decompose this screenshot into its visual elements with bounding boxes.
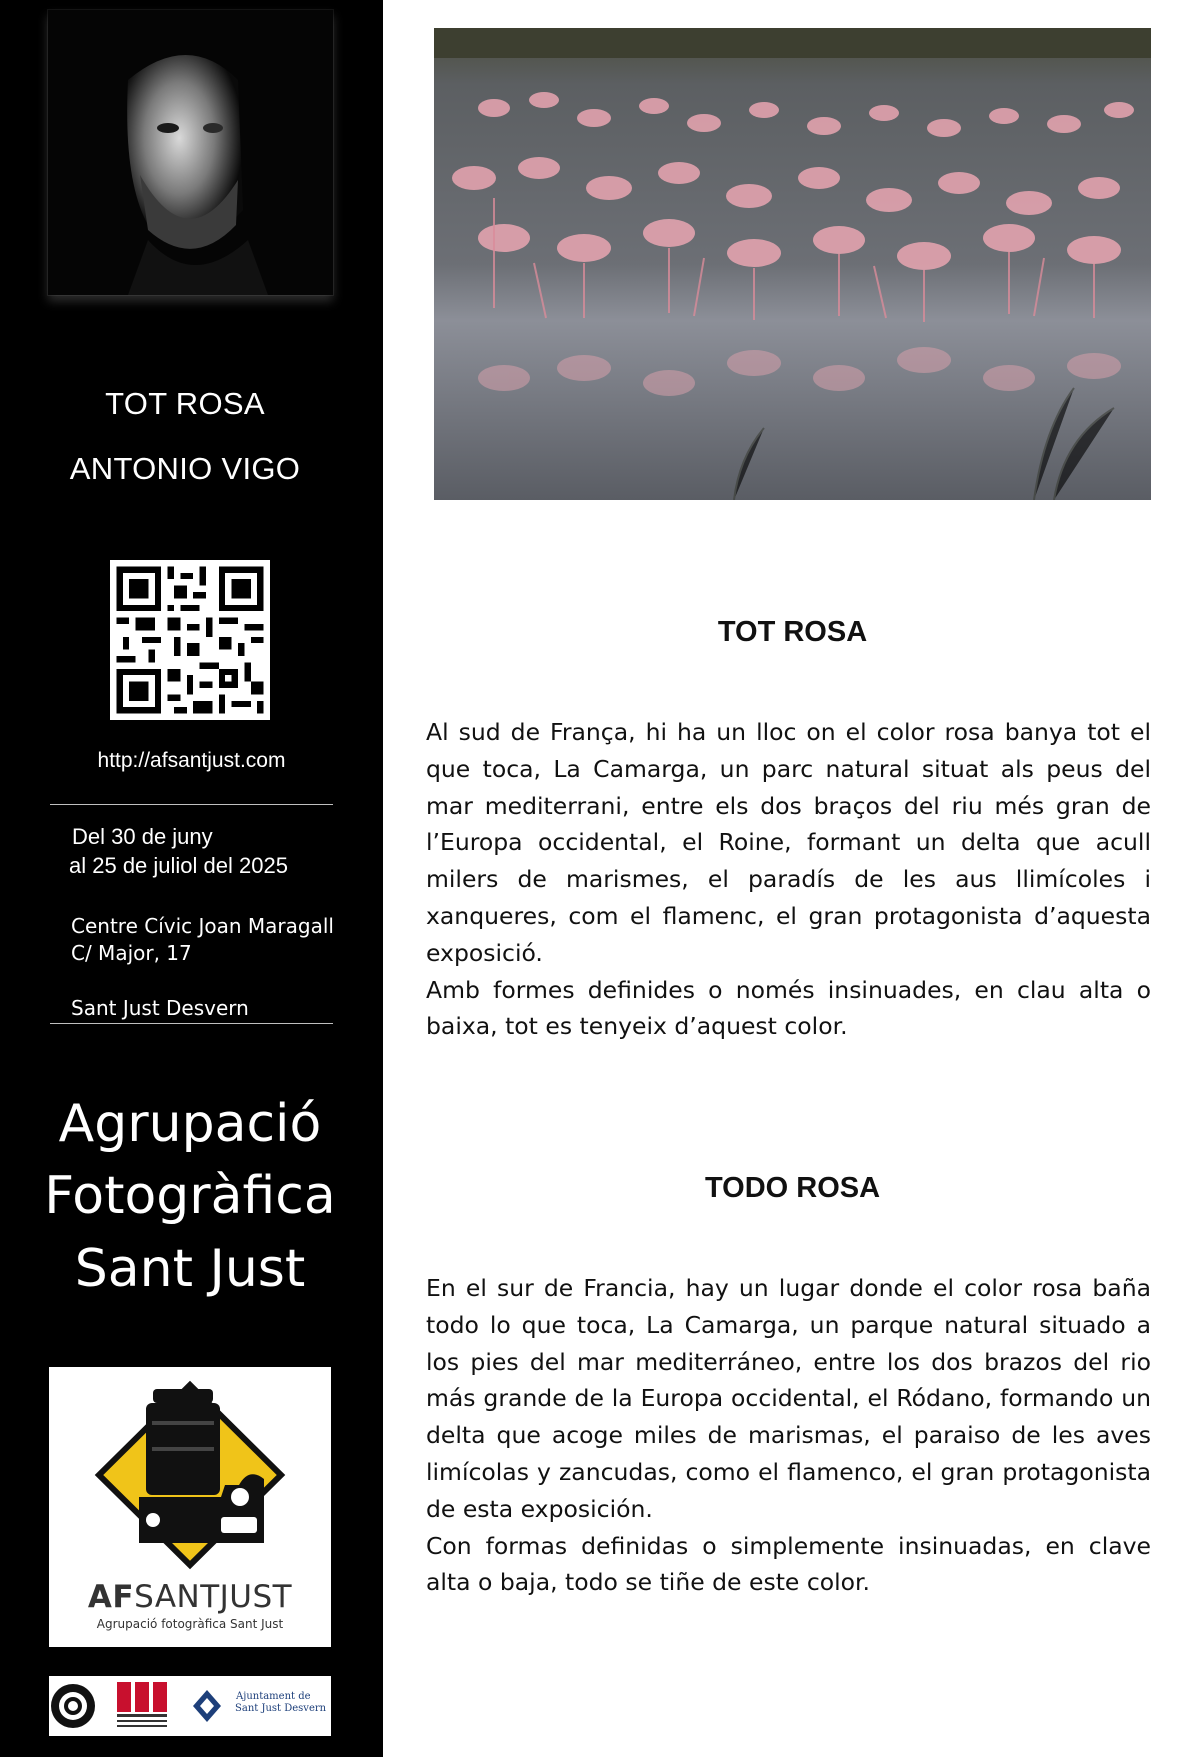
dates-line-1: Del 30 de juny (72, 824, 213, 849)
dates-line-2: al 25 de juliol del 2025 (69, 853, 288, 878)
club-name-line-1: Agrupació (58, 1094, 322, 1154)
divider (50, 1023, 333, 1024)
club-name-line-3: Sant Just (74, 1239, 306, 1299)
divider (50, 804, 333, 805)
author-portrait-image (48, 10, 333, 295)
logo-tagline: Agrupació fotogràfica Sant Just (96, 1617, 284, 1631)
qr-code-icon[interactable] (110, 560, 270, 720)
flamingo-photo-image (434, 28, 1151, 500)
ajuntament-label-1: Ajuntament de (236, 1691, 311, 1702)
camera-diamond-icon (49, 1367, 331, 1577)
ajuntament-label-2: Sant Just Desvern (235, 1703, 327, 1714)
website-link[interactable]: http://afsantjust.com (97, 749, 286, 772)
catalan-text (426, 714, 1151, 1045)
spanish-paragraph: Con formas definidas o simplemente insinuadas, en clave alta o baja, todo se tiñe de este color. (426, 1531, 1151, 1597)
spanish-paragraph: En el sur de Francia, hay un lugar donde el color rosa baña todo lo que toca, La Camarga, un parque natural situado a los pies del mar mediterráneo, entre los dos brazos del rio más grande de la Europa occidental, el Ródano, formando un delta que acoge miles de marismas, el paraiso de les aves limícolas y zancudas, como el flamenco, el gran protagonista de esta exposición. (426, 1274, 1151, 1523)
sidebar (0, 0, 383, 1757)
catalan-paragraph: Al sud de França, hi ha un lloc on el color rosa banya tot el que toca, La Camarga, un parc natural situat als peus del mar mediterrani, entre els dos braços del riu més gran de l’Europa occidental, el Roine, formant un delta que acull milers de marismes, el paradís de les aus llimícoles i xanqueres, com el flamenc, el gran protagonista d’aquesta exposició. (426, 718, 1151, 967)
ajuntament-shield-icon (193, 1690, 221, 1722)
venue-address: C/ Major, 17 (71, 941, 192, 965)
logo-wordmark: AFSANTJUST (87, 1579, 293, 1615)
catalan-paragraph: Amb formes definides o només insinuades, en clau alta o baixa, tot es tenyeix d’aquest color. (426, 975, 1151, 1041)
club-name-line-2: Fotogràfica (44, 1166, 336, 1226)
author-name: ANTONIO VIGO (69, 451, 301, 486)
club-logo (49, 1367, 331, 1647)
catalan-heading: TOT ROSA (717, 616, 868, 648)
lens-ring-icon (51, 1684, 95, 1728)
federacio-fotografia-icon (117, 1682, 167, 1727)
venue-town: Sant Just Desvern (71, 996, 249, 1020)
spanish-text (426, 1270, 1151, 1601)
spanish-heading: TODO ROSA (704, 1172, 881, 1204)
sponsor-logos-strip (49, 1676, 331, 1736)
exhibition-title: TOT ROSA (105, 386, 265, 421)
venue-name: Centre Cívic Joan Maragall (71, 914, 334, 938)
